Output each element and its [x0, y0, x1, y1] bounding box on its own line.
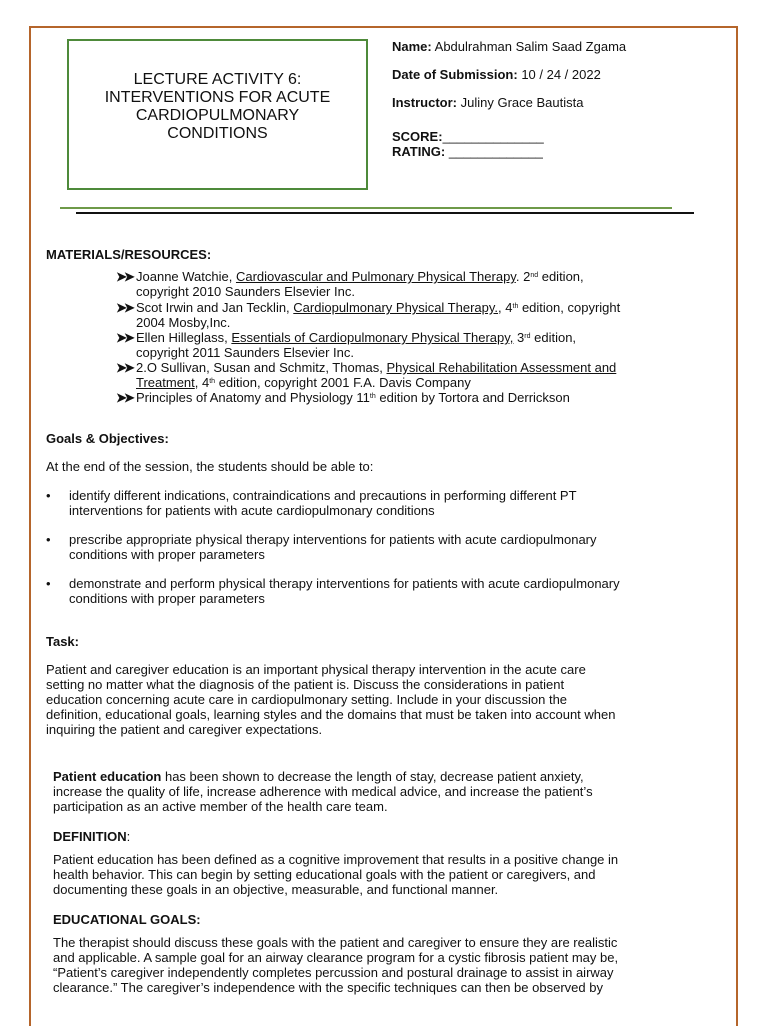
edu-goal-line: “Patient’s caregiver independently completes percussion and postural drainage to assist in airway [53, 965, 614, 980]
name-value: Abdulrahman Salim Saad Zgama [434, 39, 627, 54]
date-value: 10 / 24 / 2022 [521, 67, 601, 82]
double-arrow-icon: ➤➤ [116, 360, 132, 375]
ref-edition: , 4 [194, 375, 210, 390]
rating-field [392, 144, 543, 159]
ref-sup: rd [524, 333, 531, 340]
reference-item [116, 360, 716, 390]
rating-blank: _____________ [448, 144, 543, 159]
goals-intro: At the end of the session, the students should be able to: [46, 459, 374, 474]
reference-item [116, 390, 716, 405]
bullet-icon: • [46, 532, 51, 547]
definition-heading [53, 829, 130, 844]
ref-edition-suffix: edition, [538, 269, 584, 284]
educational-goals-paragraph [53, 935, 733, 995]
ref-edition-suffix: edition, copyright 2001 F.A. Davis Company [215, 375, 471, 390]
instructor-field [392, 95, 583, 110]
task-line: definition, educational goals, learning styles and the domains that must be taken into account when [46, 707, 616, 722]
task-line: inquiring the patient and caregiver expectations. [46, 722, 323, 737]
ref-title: Cardiovascular and Pulmonary Physical Therapy [235, 269, 516, 284]
ref-sup: nd [530, 272, 539, 279]
answer-line: has been shown to decrease the length of stay, decrease patient anxiety, [161, 769, 584, 784]
definition-line: health behavior. This can begin by setting educational goals with the patient or caregivers, and [53, 867, 596, 882]
green-divider [60, 207, 672, 209]
task-line: education concerning acute care in cardiopulmonary setting. Include in your discussion the [46, 692, 568, 707]
bullet-icon: • [46, 488, 51, 503]
black-divider [76, 212, 694, 214]
instructor-label: Instructor: [392, 95, 457, 110]
score-field [392, 129, 544, 144]
goal-line: prescribe appropriate physical therapy interventions for patients with acute cardiopulmonary [69, 532, 597, 547]
ref-edition: . 2 [515, 269, 531, 284]
ref-edition: , 4 [498, 300, 513, 315]
date-label: Date of Submission: [392, 67, 518, 82]
goal-line: conditions with proper parameters [69, 591, 265, 606]
rating-label: RATING: [392, 144, 446, 159]
name-label: Name: [392, 39, 432, 54]
ref-copyright: copyright 2010 Saunders Elsevier Inc. [136, 284, 355, 299]
reference-item [116, 300, 716, 330]
definition-line: Patient education has been defined as a cognitive improvement that results in a positive change in [53, 852, 619, 867]
name-field [392, 39, 626, 54]
definition-line: documenting these goals in an objective, measurable, and functional manner. [53, 882, 499, 897]
title-line-4: CONDITIONS [167, 125, 268, 142]
ref-edition: 3 [513, 330, 525, 345]
double-arrow-icon: ➤➤ [116, 300, 132, 315]
bullet-icon: • [46, 576, 51, 591]
ref-author: 2.O Sullivan, Susan and Schmitz, Thomas, [136, 360, 387, 375]
edu-goal-line: The therapist should discuss these goals with the patient and caregiver to ensure they are realistic [53, 935, 618, 950]
task-line: Patient and caregiver education is an important physical therapy intervention in the acute care [46, 662, 586, 677]
ref-title: Cardiopulmonary Physical Therapy. [293, 300, 499, 315]
ref-copyright: 2004 Mosby,Inc. [136, 315, 231, 330]
score-blank: ______________ [442, 129, 544, 144]
instructor-value: Juliny Grace Bautista [460, 95, 584, 110]
definition-paragraph [53, 852, 733, 897]
task-line: setting no matter what the diagnosis of the patient is. Discuss the considerations in patient [46, 677, 565, 692]
goals-heading: Goals & Objectives: [46, 431, 169, 446]
double-arrow-icon: ➤➤ [116, 330, 132, 345]
ref-title: Essentials of Cardiopulmonary Physical Therapy, [231, 330, 514, 345]
score-label: SCORE: [392, 129, 443, 144]
title-line-3: CARDIOPULMONARY [135, 107, 300, 124]
ref-title: Physical Rehabilitation Assessment and [386, 360, 617, 375]
materials-heading: MATERIALS/RESOURCES: [46, 247, 212, 262]
answer-line: increase the quality of life, increase adherence with medical advice, and increase the patient’s [53, 784, 593, 799]
ref-sup: th [369, 393, 376, 400]
ref-sup: th [209, 378, 216, 385]
ref-copyright: copyright 2011 Saunders Elsevier Inc. [136, 345, 354, 360]
ref-title-cont: Treatment [136, 375, 195, 390]
task-paragraph [46, 662, 726, 737]
double-arrow-icon: ➤➤ [116, 390, 132, 405]
edu-goal-line: clearance.” The caregiver’s independence with the specific techniques can then be observed by [53, 980, 603, 995]
goal-line: conditions with proper parameters [69, 547, 265, 562]
ref-edition-suffix: edition, [530, 330, 577, 345]
ref-author: Ellen Hilleglass, [136, 330, 232, 345]
goal-line: interventions for patients with acute cardiopulmonary conditions [69, 503, 435, 518]
title-line-1: LECTURE ACTIVITY 6: [133, 71, 302, 88]
title-line-2: INTERVENTIONS FOR ACUTE [104, 89, 331, 106]
ref-edition-suffix: edition by Tortora and Derrickson [375, 390, 570, 405]
double-arrow-icon: ➤➤ [116, 269, 132, 284]
task-heading: Task: [46, 634, 79, 649]
definition-heading-text: DEFINITION [53, 829, 127, 844]
ref-sup: th [512, 303, 519, 310]
patient-education-paragraph [53, 769, 723, 814]
reference-item [116, 269, 716, 299]
goal-line: identify different indications, contraindications and precautions in performing different PT [69, 488, 577, 503]
ref-author: Joanne Watchie, [136, 269, 236, 284]
ref-edition-suffix: edition, copyright [518, 300, 621, 315]
patient-education-term: Patient education [53, 769, 162, 784]
edu-goal-line: and applicable. A sample goal for an airway clearance program for a cystic fibrosis patient may be, [53, 950, 619, 965]
reference-item [116, 330, 716, 360]
title-box [67, 39, 368, 190]
answer-line: participation as an active member of the health care team. [53, 799, 388, 814]
definition-colon: : [126, 829, 131, 844]
date-field [392, 67, 601, 82]
ref-author: Scot Irwin and Jan Tecklin, [136, 300, 294, 315]
educational-goals-heading: EDUCATIONAL GOALS: [53, 912, 201, 927]
ref-author: Principles of Anatomy and Physiology 11 [136, 390, 370, 405]
goal-line: demonstrate and perform physical therapy interventions for patients with acute cardiopulmonary [69, 576, 620, 591]
